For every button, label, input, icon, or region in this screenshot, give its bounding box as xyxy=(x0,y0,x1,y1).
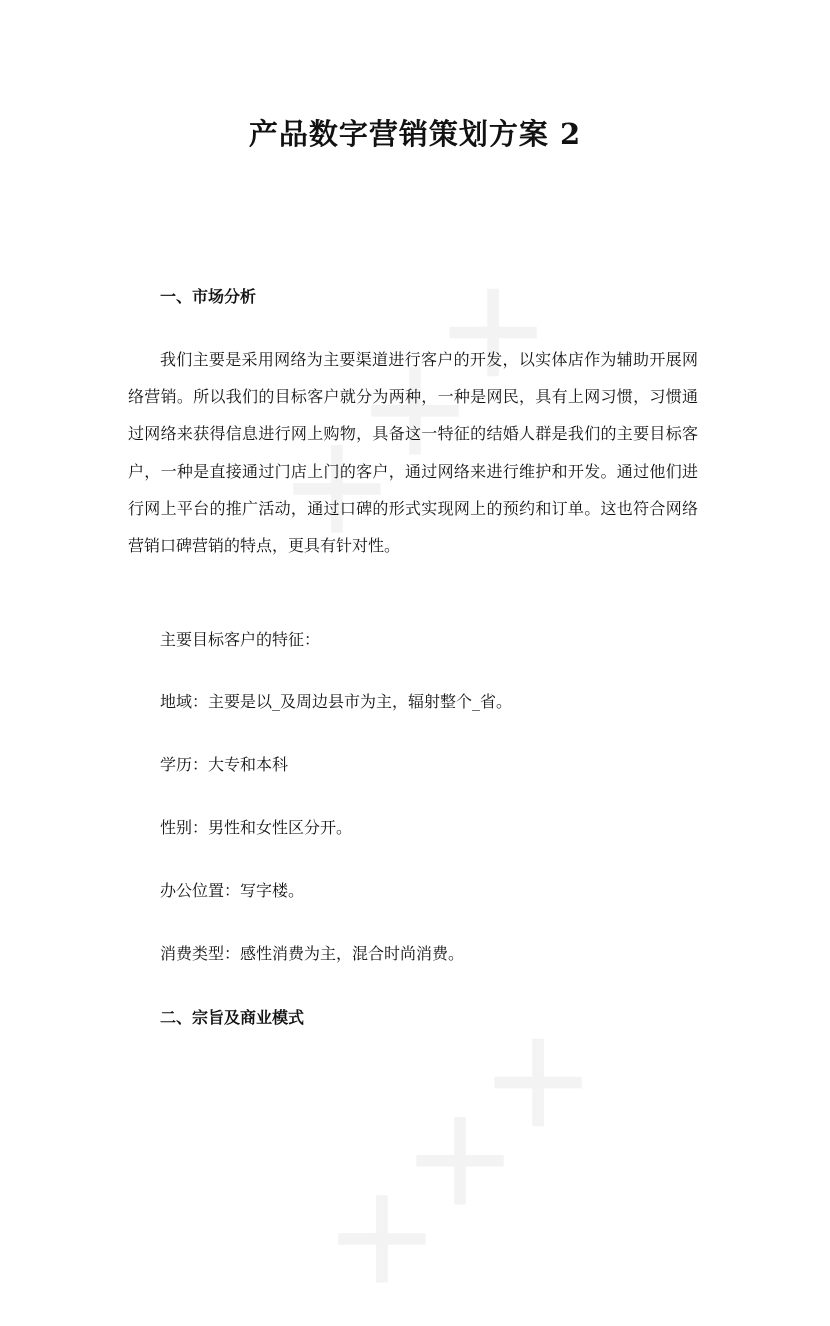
section-heading-purpose-business-model: 二、宗旨及商业模式 xyxy=(160,1008,305,1027)
body-paragraph: 我们主要是采用网络为主要渠道进行客户的开发，以实体店作为辅助开展网络营销。所以我们的目标客户就分为两种，一种是网民，具有上网习惯，习惯通过网络来获得信息进行网上购物，具备这一特征的结婚人群是我们的主要目标客户，一种是直接通过门店上门的客户，通过网络来进行维护和开发。通过他们进行网上平台的推广活动，通过口碑的形式实现网上的预约和订单。这也符合网络营销口碑营销的特点，更具有针对性。 xyxy=(128,350,698,556)
document-title: 产品数字营销策划方案 2 xyxy=(248,117,582,151)
trait-gender: 性别：男性和女性区分开。 xyxy=(160,818,353,837)
trait-consumption-type: 消费类型：感性消费为主，混合时尚消费。 xyxy=(160,944,465,963)
section-heading-market-analysis: 一、市场分析 xyxy=(160,287,257,306)
watermark xyxy=(299,993,632,1326)
trait-education: 学历：大专和本科 xyxy=(160,755,289,774)
trait-office-location: 办公位置：写字楼。 xyxy=(160,881,305,900)
trait-region: 地域：主要是以_及周边县市为主，辐射整个_省。 xyxy=(160,692,513,711)
customer-traits-intro: 主要目标客户的特征： xyxy=(160,630,321,649)
